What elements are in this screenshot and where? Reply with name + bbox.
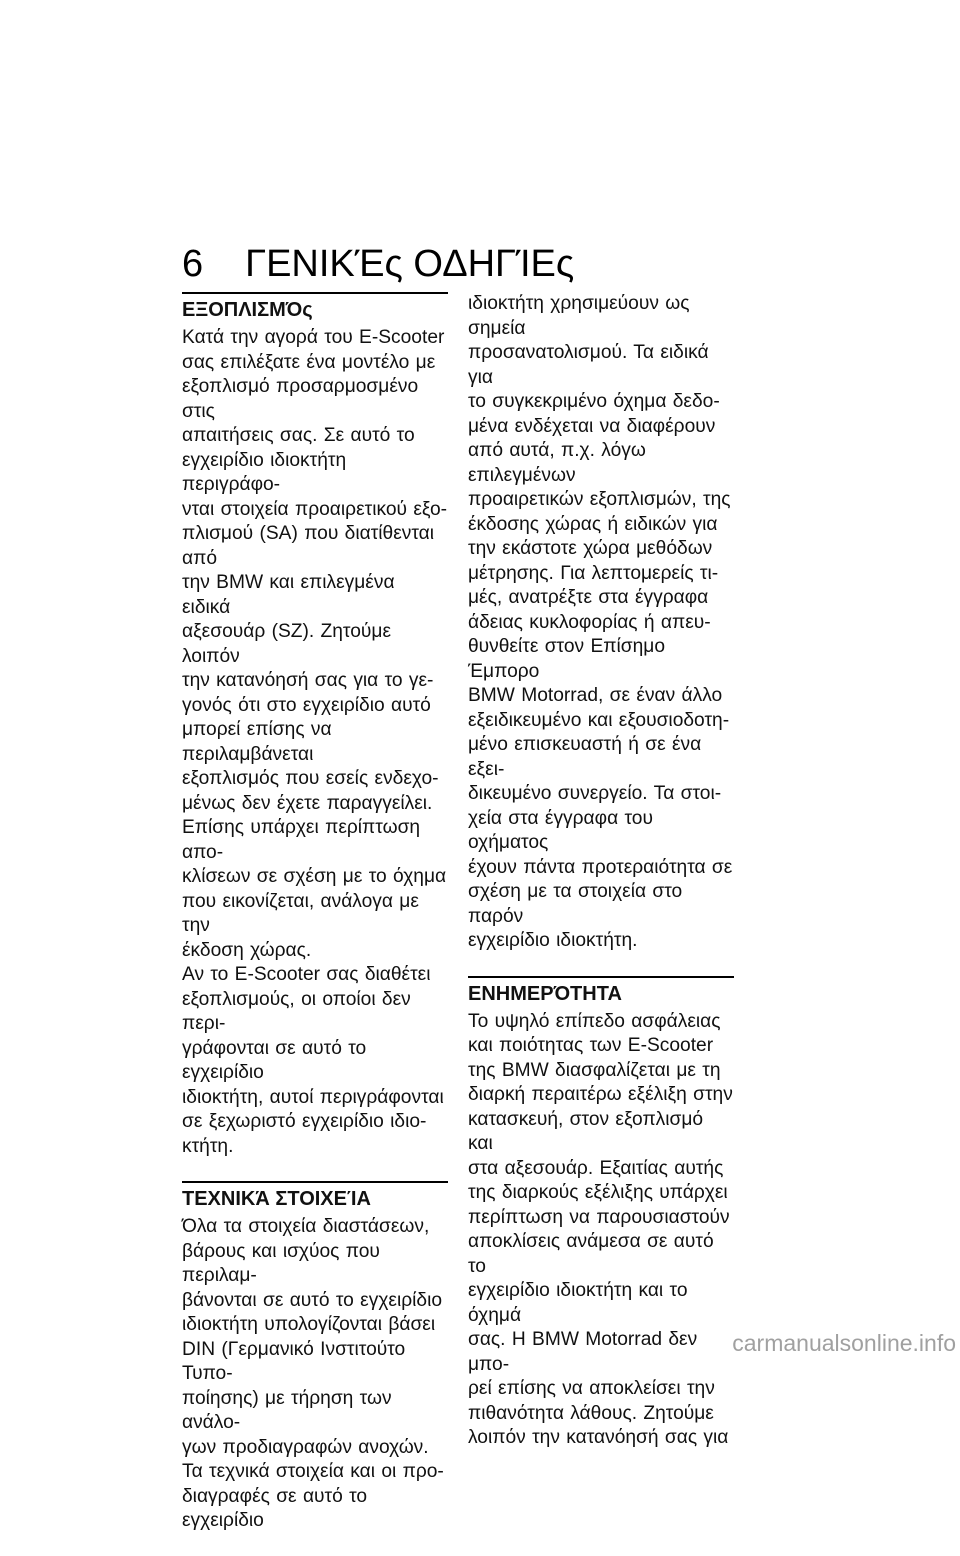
right-column [468,292,734,1473]
section-technical-data [182,1181,448,1534]
section-continuation [468,292,734,954]
section-up-to-date [468,976,734,1451]
watermark: carmanualsonline.info [732,1330,956,1356]
paragraph-continuation: ιδιοκτήτη χρησιμεύουν ως σημεία προσανατολισμού. Τα ειδικά για το συγκεκριμένο όχημα δεδο- μένα ενδέχεται να διαφέρουν από αυτά, π.χ. λόγω επιλεγμένων προαιρετικών εξοπλισμών, της έκδοσης χώρας ή ειδικών για την εκάστοτε χώρα μεθόδων μέτρησης. Για λεπτομερείς τι- μές, ανατρέξτε στα έγγραφα άδειας κυκλοφορίας ή απευ- θυνθείτε στον Επίσημο Έμπορο BMW Motorrad, σε έναν άλλο εξειδικευμένο και εξουσιοδοτη- μένο επισκευαστή ή σε ένα εξει- δικευμένο συνεργείο. Τα στοι- χεία στα έγγραφα του οχήματος έχουν πάντα προτεραιότητα σε σχέση με τα στοιχεία στο παρόν εγχειρίδιο ιδιοκτήτη. [468,293,733,951]
left-column [182,292,448,1556]
paragraph: Όλα τα στοιχεία διαστάσεων, βάρους και ισχύος που περιλαμ- βάνονται σε αυτό το εγχειρίδιο ιδιοκτήτη υπολογίζονται βάσει DIN (Γερμανικό Ινστιτούτο Τυπο- ποίησης) με τήρηση των ανάλο- γων προδιαγραφών ανοχών. [182,1216,443,1458]
paragraph: Κατά την αγορά του E-Scooter σας επιλέξατε ένα μοντέλο με εξοπλισμό προσαρμοσμένο στις απαιτήσεις σας. Σε αυτό το εγχειρίδιο ιδιοκτήτη περιγράφο- νται στοιχεία προαιρετικού εξο- πλισμού (SA) που διατίθενται από την BMW και επιλεγμένα ειδικά αξεσουάρ (SZ). Ζητούμε λοιπόν την κατανόησή σας για το γε- γονός ότι στο εγχειρίδιο αυτό μπορεί επίσης να περιλαμβάνεται εξοπλισμός που εσείς ενδεχο- μένως δεν έχετε παραγγείλει. Επίσης υπάρχει περίπτωση απο- κλίσεων σε σχέση με το όχημα που εικονίζεται, ανάλογα με την έκδοση χώρας. [182,327,448,961]
paragraph: Το υψηλό επίπεδο ασφάλειας και ποιότητας των E-Scooter της BMW διασφαλίζεται με τη διαρκή περαιτέρω εξέλιξη στην κατασκευή, στον εξοπλισμό και στα αξεσουάρ. Εξαιτίας αυτής της διαρκούς εξέλιξης υπάρχει περίπτωση να παρουσιαστούν αποκλίσεις ανάμεσα σε αυτό το εγχειρίδιο ιδιοκτήτη και το όχημά σας. Η BMW Motorrad δεν μπο- ρεί επίσης να αποκλείσει την πιθανότητα λάθους. Ζητούμε λοιπόν την κατανόησή σας για [468,1010,733,1448]
section-title-up-to-date: ΕΝΗΜΕΡΌΤΗΤΑ [468,982,622,1005]
section-divider [182,292,448,294]
section-divider [468,976,734,978]
chapter-number: 6 [182,243,204,285]
paragraph: Αν το E-Scooter σας διαθέτει εξοπλισμούς, οι οποίοι δεν περι- γράφονται σε αυτό το εγχειρίδιο ιδιοκτήτη, αυτοί περιγράφονται σε ξεχωριστό εγχειρίδιο ιδιο- κτήτη. [182,964,444,1157]
section-equipment [182,292,448,1159]
section-title-technical-data: ΤΕΧΝΙΚΆ ΣΤΟΙΧΕΊΑ [182,1188,371,1210]
section-divider [182,1181,448,1183]
chapter-title: ΓΕΝΙΚΈς ΟΔΗΓΊΕς [245,243,575,285]
paragraph: Τα τεχνικά στοιχεία και οι προ- διαγραφές σε αυτό το εγχειρίδιο [182,1461,444,1531]
chapter-heading [182,240,782,288]
section-title-equipment: ΕΞΟΠΛΙΣΜΌς [182,299,313,321]
